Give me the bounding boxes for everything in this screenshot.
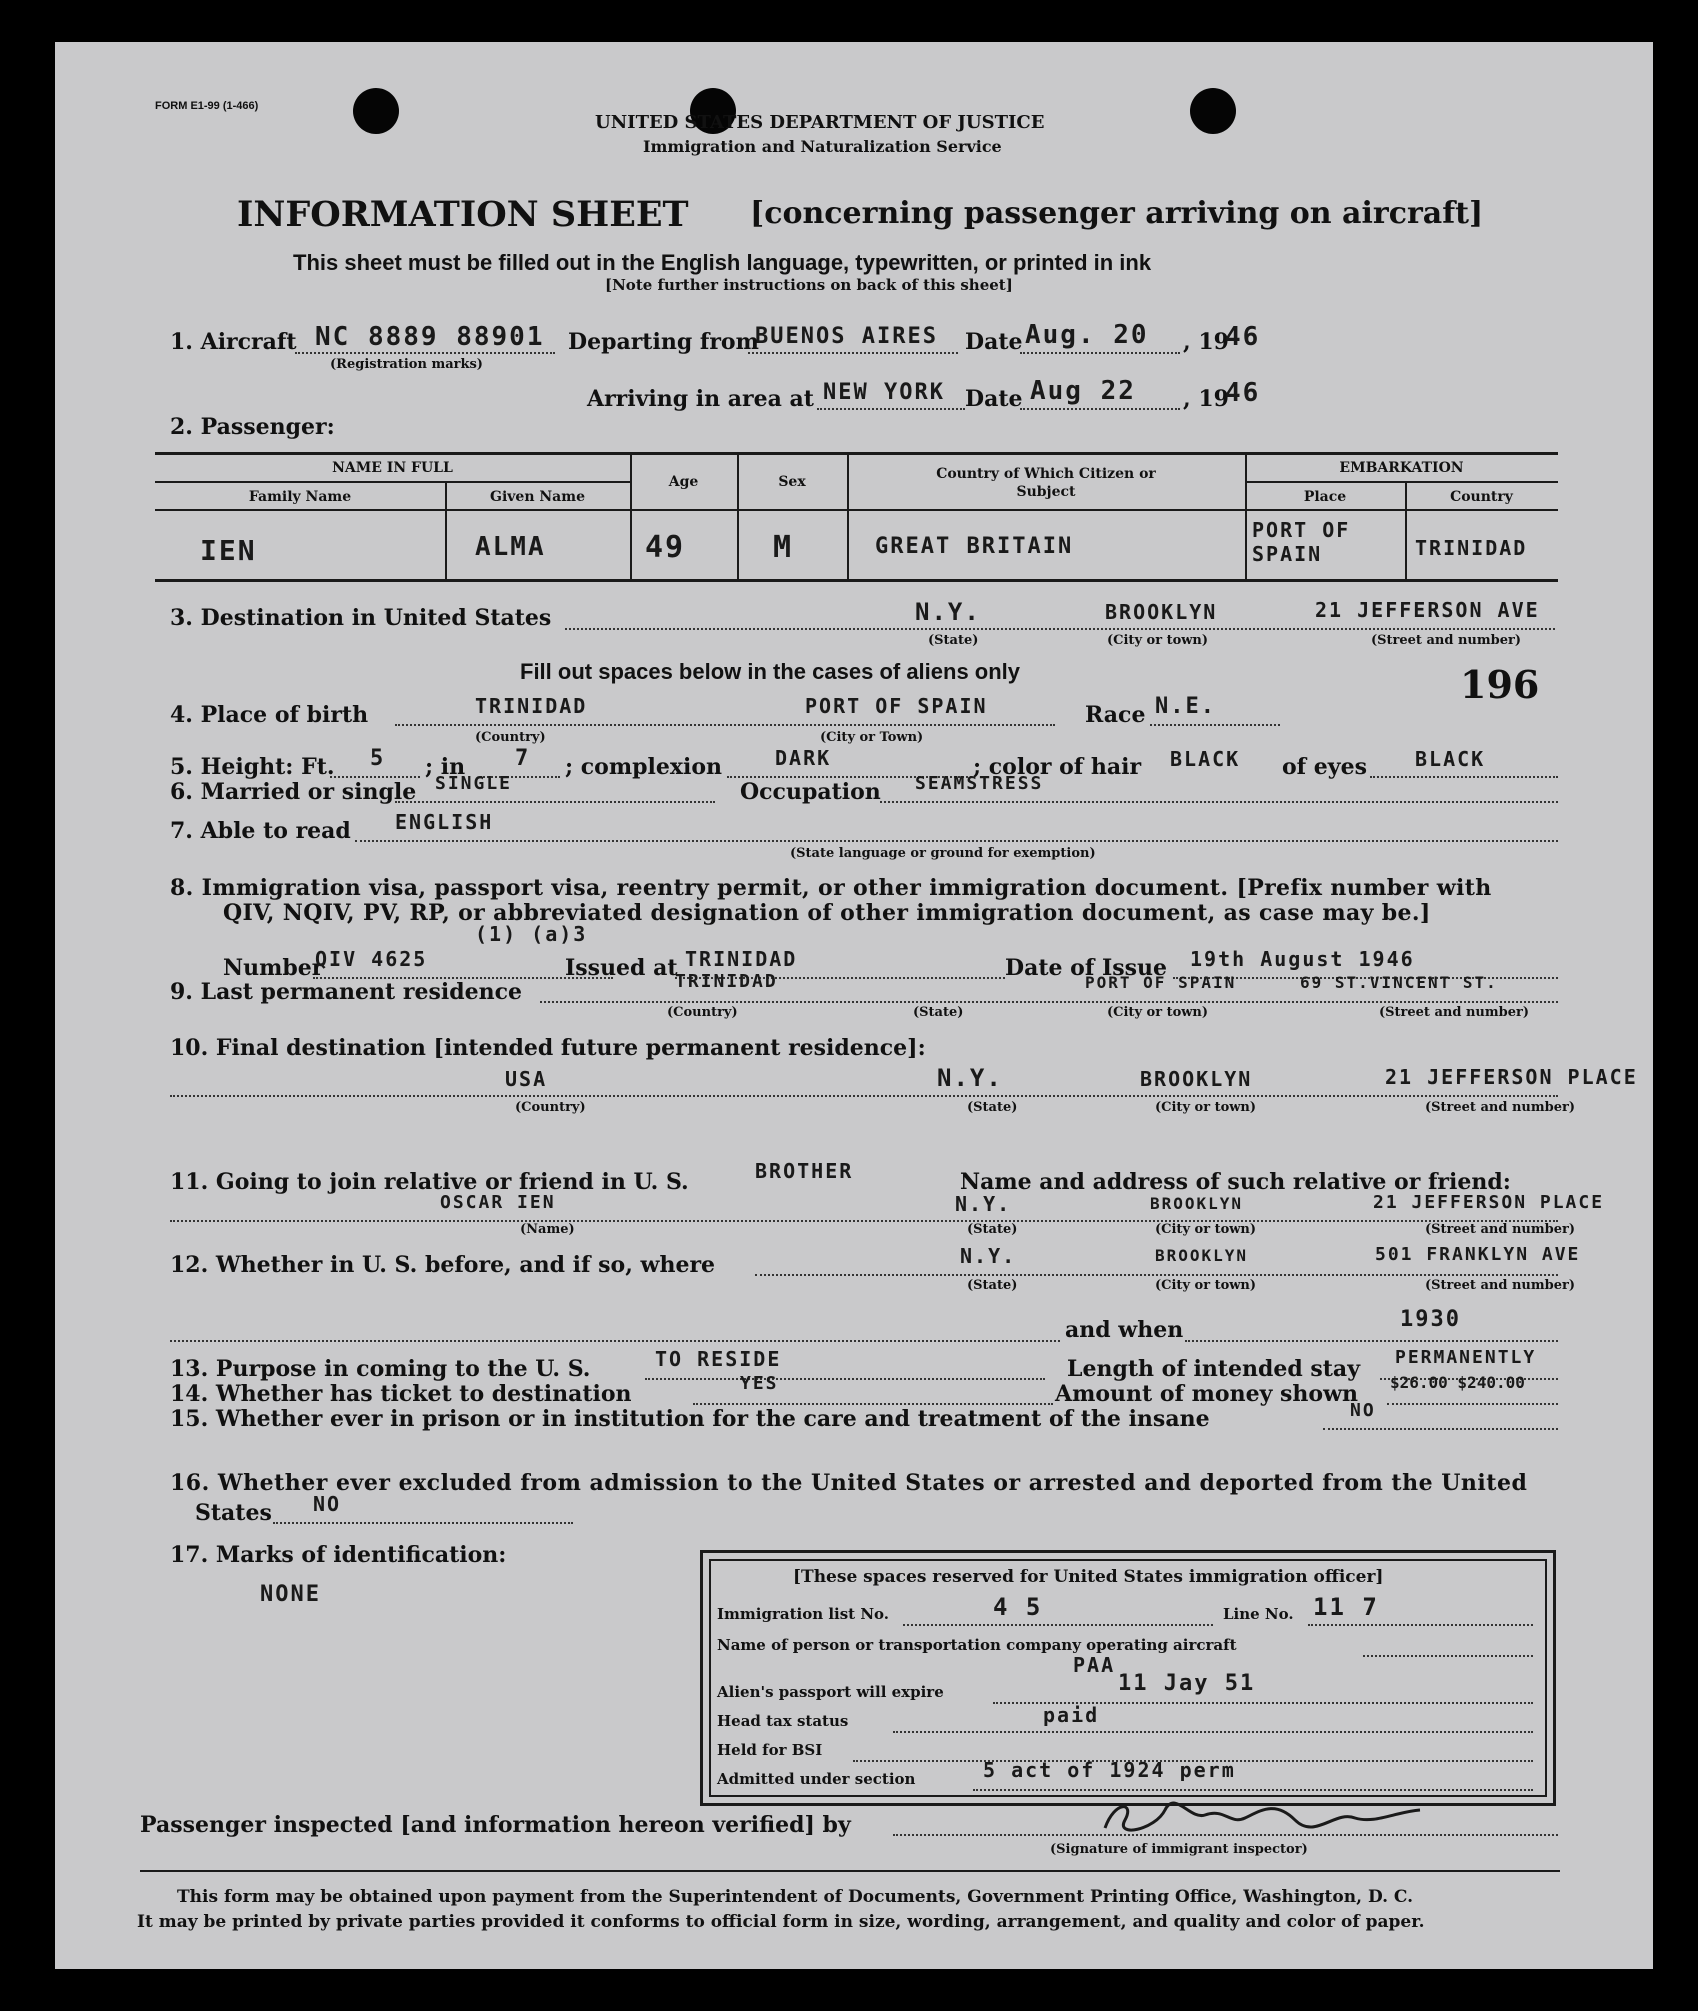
admitted-value: 5 act of 1924 perm: [983, 1758, 1236, 1782]
departing-year: 46: [1225, 322, 1261, 352]
money-label: Amount of money shown: [1055, 1381, 1359, 1407]
inspection-label: Passenger inspected [and information hereon verified] by: [140, 1812, 851, 1838]
q12-city-caption: (City or town): [1155, 1278, 1257, 1293]
q3-city-caption: (City or town): [1107, 633, 1209, 648]
q9-city: PORT OF SPAIN: [1085, 973, 1237, 992]
q3-state: N.Y.: [915, 598, 981, 626]
departing-year-prefix: , 19: [1183, 329, 1229, 355]
q12-city: BROOKLYN: [1155, 1246, 1249, 1265]
form-sheet: [55, 42, 1653, 1969]
q14-label: 14. Whether has ticket to destination: [170, 1381, 632, 1407]
q10-state-caption: (State): [967, 1100, 1018, 1115]
q12-line: [755, 1274, 1558, 1276]
read-value: ENGLISH: [395, 810, 494, 834]
given-name-value: ALMA: [475, 532, 546, 562]
q6-label: 6. Married or single: [170, 779, 417, 805]
q11-line: [170, 1220, 1558, 1222]
punch-hole: [1190, 88, 1236, 134]
q12-label: 12. Whether in U. S. before, and if so, where: [170, 1252, 716, 1278]
line-label: Line No.: [1223, 1605, 1294, 1623]
q9-country: TRINIDAD: [675, 971, 778, 992]
race-value: N.E.: [1155, 694, 1216, 719]
hair-label: ; color of hair: [973, 754, 1142, 780]
q8-label-line1: 8. Immigration visa, passport visa, reentry permit, or other immigration document. [Prefix number with: [170, 875, 1492, 901]
q12-street: 501 FRANKLYN AVE: [1375, 1244, 1581, 1265]
officer-box-heading: [These spaces reserved for United States immigration officer]: [793, 1567, 1384, 1587]
header-embarkation: EMBARKATION: [1339, 460, 1464, 476]
q4-country: TRINIDAD: [475, 694, 588, 718]
header-emb-country: Country: [1450, 489, 1513, 505]
q11-relation: BROTHER: [755, 1159, 854, 1183]
q9-city-caption: (City or town): [1107, 1005, 1209, 1020]
q10-street: 21 JEFFERSON PLACE: [1385, 1065, 1638, 1089]
eyes-label: of eyes: [1282, 754, 1367, 780]
q11-state-caption: (State): [967, 1222, 1018, 1237]
list-label: Immigration list No.: [717, 1605, 889, 1623]
arriving-field-line: [817, 408, 965, 410]
marital-value: SINGLE: [435, 773, 513, 794]
registration-caption: (Registration marks): [330, 357, 483, 372]
departing-date: Aug. 20: [1025, 320, 1149, 350]
arriving-year-prefix: , 19: [1183, 386, 1229, 412]
visa-number: QIV 4625: [315, 947, 428, 971]
instruction-text: This sheet must be filled out in the English language, typewritten, or printed in ink: [293, 250, 1152, 275]
complexion-value: DARK: [775, 746, 832, 770]
departing-value: BUENOS AIRES: [755, 324, 938, 349]
inches-label: ; in: [425, 754, 466, 780]
header-family-name: Family Name: [248, 489, 352, 505]
when-value: 1930: [1400, 1307, 1461, 1332]
q4-field-line: [395, 724, 1055, 726]
q13-label: 13. Purpose in coming to the U. S.: [170, 1356, 591, 1382]
arriving-value: NEW YORK: [823, 380, 945, 405]
ticket-value: YES: [740, 1373, 779, 1394]
stay-label: Length of intended stay: [1067, 1356, 1360, 1382]
eyes-line: [1370, 776, 1558, 778]
issue-date-label: Date of Issue: [1005, 955, 1168, 981]
instruction-note: [Note further instructions on back of this sheet]: [605, 276, 1013, 294]
q2-label: 2. Passenger:: [170, 414, 335, 440]
embark-place-value: PORT OF SPAIN: [1252, 518, 1351, 566]
prison-value: NO: [1350, 1400, 1376, 1421]
arriving-date: Aug 22: [1030, 376, 1136, 406]
occupation-label: Occupation: [740, 779, 881, 805]
q13-line: [645, 1378, 1045, 1380]
company-value: PAA: [1073, 1653, 1116, 1677]
q10-city-caption: (City or town): [1155, 1100, 1257, 1115]
q17-label: 17. Marks of identification:: [170, 1542, 507, 1568]
arriving-date-label: Date: [965, 386, 1023, 412]
purpose-value: TO RESIDE: [655, 1347, 782, 1371]
q3-city: BROOKLYN: [1105, 600, 1218, 624]
line-no-line: [1308, 1624, 1533, 1626]
tax-value: paid: [1043, 1703, 1100, 1727]
q16-label-line2: States: [195, 1500, 272, 1526]
q3-street-caption: (Street and number): [1371, 633, 1521, 648]
q12-when-leading-line: [170, 1340, 1060, 1342]
visa-number-note: (1) (a)3: [475, 922, 588, 946]
occupation-value: SEAMSTRESS: [915, 773, 1044, 794]
q10-country-caption: (Country): [515, 1100, 586, 1115]
money-value: $26.00 $240.00: [1390, 1373, 1525, 1392]
q3-field-line: [565, 628, 1555, 630]
q11-street-caption: (Street and number): [1425, 1222, 1575, 1237]
form-number: FORM E1-99 (1-466): [155, 100, 259, 112]
complexion-label: ; complexion: [565, 754, 723, 780]
q4-label: 4. Place of birth: [170, 702, 369, 728]
q11-label: 11. Going to join relative or friend in U. S.: [170, 1169, 689, 1195]
q15-label: 15. Whether ever in prison or in institution for the care and treatment of the insane: [170, 1406, 1210, 1432]
q11-city-caption: (City or town): [1155, 1222, 1257, 1237]
q11-name-address-label: Name and address of such relative or friend:: [960, 1169, 1511, 1195]
family-name-value: IEN: [200, 534, 257, 567]
q4-city-caption: (City or Town): [820, 730, 924, 745]
occupation-line: [880, 801, 1558, 803]
issued-value: TRINIDAD: [685, 947, 798, 971]
embark-country-value: TRINIDAD: [1415, 536, 1528, 560]
q9-street-caption: (Street and number): [1379, 1005, 1529, 1020]
identification-value: NONE: [260, 1582, 321, 1607]
line-value: 11 7: [1313, 1593, 1379, 1621]
age-value: 49: [645, 530, 686, 565]
arriving-year: 46: [1225, 378, 1261, 408]
company-line: [1363, 1655, 1533, 1657]
q3-state-caption: (State): [928, 633, 979, 648]
header-age: Age: [668, 474, 699, 490]
q11-name: OSCAR IEN: [440, 1192, 556, 1213]
footer-line-1: This form may be obtained upon payment from the Superintendent of Documents, Government Printing Office, Washington, D. C.: [177, 1887, 1414, 1907]
race-label: Race: [1085, 702, 1146, 728]
list-value: 4 5: [993, 1593, 1043, 1621]
list-line: [903, 1624, 1213, 1626]
aliens-heading: Fill out spaces below in the cases of aliens only: [520, 659, 1021, 684]
eyes-value: BLACK: [1415, 747, 1486, 771]
q8-label-line2: QIV, NQIV, PV, RP, or abbreviated designation of other immigration document, as case may be.]: [223, 900, 1431, 926]
q9-state-caption: (State): [913, 1005, 964, 1020]
issue-date-value: 19th August 1946: [1190, 947, 1415, 971]
q7-line: [355, 840, 1558, 842]
company-label: Name of person or transportation company operating aircraft: [717, 1636, 1237, 1654]
q3-street: 21 JEFFERSON AVE: [1315, 598, 1540, 622]
q3-label: 3. Destination in United States: [170, 605, 552, 631]
marital-line: [395, 801, 715, 803]
page-title: INFORMATION SHEET: [237, 194, 689, 235]
passport-value: 11 Jay 51: [1118, 1671, 1256, 1696]
q5-label: 5. Height: Ft.: [170, 754, 335, 780]
stamp-number: 196: [1460, 662, 1540, 707]
q11-street: 21 JEFFERSON PLACE: [1373, 1192, 1605, 1213]
money-line: [1387, 1403, 1558, 1405]
punch-hole: [353, 88, 399, 134]
q16-label-line1: 16. Whether ever excluded from admission to the United States or arrested and deported from the United: [170, 1470, 1528, 1496]
issued-label: Issued at: [565, 955, 678, 981]
header-given-name: Given Name: [490, 489, 585, 505]
q1-label: 1. Aircraft: [170, 329, 297, 355]
q10-line: [170, 1095, 1558, 1097]
q10-state: N.Y.: [937, 1064, 1003, 1092]
page-subtitle: [concerning passenger arriving on aircraft]: [750, 196, 1484, 231]
q11-city: BROOKLYN: [1150, 1194, 1244, 1213]
q9-street: 69 ST.VINCENT ST.: [1300, 973, 1498, 992]
q12-state: N.Y.: [960, 1244, 1017, 1268]
feet-line: [330, 776, 420, 778]
feet-value: 5: [370, 746, 386, 771]
aircraft-field-line: [295, 352, 555, 354]
q9-country-caption: (Country): [667, 1005, 738, 1020]
q9-line: [540, 1001, 1558, 1003]
q10-city: BROOKLYN: [1140, 1067, 1253, 1091]
tax-line: [893, 1731, 1533, 1733]
sex-value: M: [773, 530, 794, 565]
bsi-label: Held for BSI: [717, 1741, 823, 1759]
number-label: Number: [223, 955, 324, 981]
departing-field-line: [748, 352, 958, 354]
race-field-line: [1150, 724, 1280, 726]
q11-name-caption: (Name): [520, 1222, 575, 1237]
q14-line: [693, 1403, 1053, 1405]
q16-line: [273, 1522, 573, 1524]
q10-label: 10. Final destination [intended future permanent residence]:: [170, 1035, 926, 1061]
header-country-citizen: Country of Which Citizen or Subject: [936, 466, 1156, 500]
stay-value: PERMANENTLY: [1395, 1347, 1537, 1368]
header-place: Place: [1303, 489, 1347, 505]
footer-divider: [140, 1870, 1560, 1872]
admitted-label: Admitted under section: [717, 1770, 916, 1788]
q9-label: 9. Last permanent residence: [170, 979, 522, 1005]
footer-line-2: It may be printed by private parties provided it conforms to official form in size, wording, arrangement, and quality and color of paper.: [137, 1912, 1425, 1932]
aircraft-value: NC 8889 88901: [315, 322, 545, 352]
citizen-country-value: GREAT BRITAIN: [875, 534, 1074, 559]
passport-label: Alien's passport will expire: [717, 1683, 944, 1701]
when-label: and when: [1065, 1317, 1184, 1343]
hair-value: BLACK: [1170, 747, 1241, 771]
departing-date-line: [1020, 352, 1180, 354]
inspector-signature: [1095, 1790, 1425, 1840]
signature-caption: (Signature of immigrant inspector): [1050, 1842, 1308, 1857]
q7-label: 7. Able to read: [170, 818, 351, 844]
officer-box: [700, 1550, 1556, 1806]
q10-street-caption: (Street and number): [1425, 1100, 1575, 1115]
q15-line: [1323, 1428, 1558, 1430]
date-label: Date: [965, 329, 1023, 355]
when-line: [1185, 1340, 1558, 1342]
excluded-value: NO: [313, 1492, 342, 1516]
departing-label: Departing from: [568, 329, 759, 355]
department-name: UNITED STATES DEPARTMENT OF JUSTICE: [595, 112, 1045, 133]
arriving-date-line: [1020, 408, 1180, 410]
q11-state: N.Y.: [955, 1192, 1012, 1216]
q12-street-caption: (Street and number): [1425, 1278, 1575, 1293]
inches-value: 7: [515, 746, 531, 771]
q4-country-caption: (Country): [475, 730, 546, 745]
service-name: Immigration and Naturalization Service: [643, 137, 1002, 156]
read-caption: (State language or ground for exemption): [790, 846, 1096, 861]
header-sex: Sex: [778, 474, 806, 490]
q10-country: USA: [505, 1067, 548, 1091]
header-name-in-full: NAME IN FULL: [332, 460, 453, 476]
tax-label: Head tax status: [717, 1712, 849, 1730]
q12-state-caption: (State): [967, 1278, 1018, 1293]
arriving-label: Arriving in area at: [587, 386, 814, 412]
q4-city: PORT OF SPAIN: [805, 694, 988, 718]
